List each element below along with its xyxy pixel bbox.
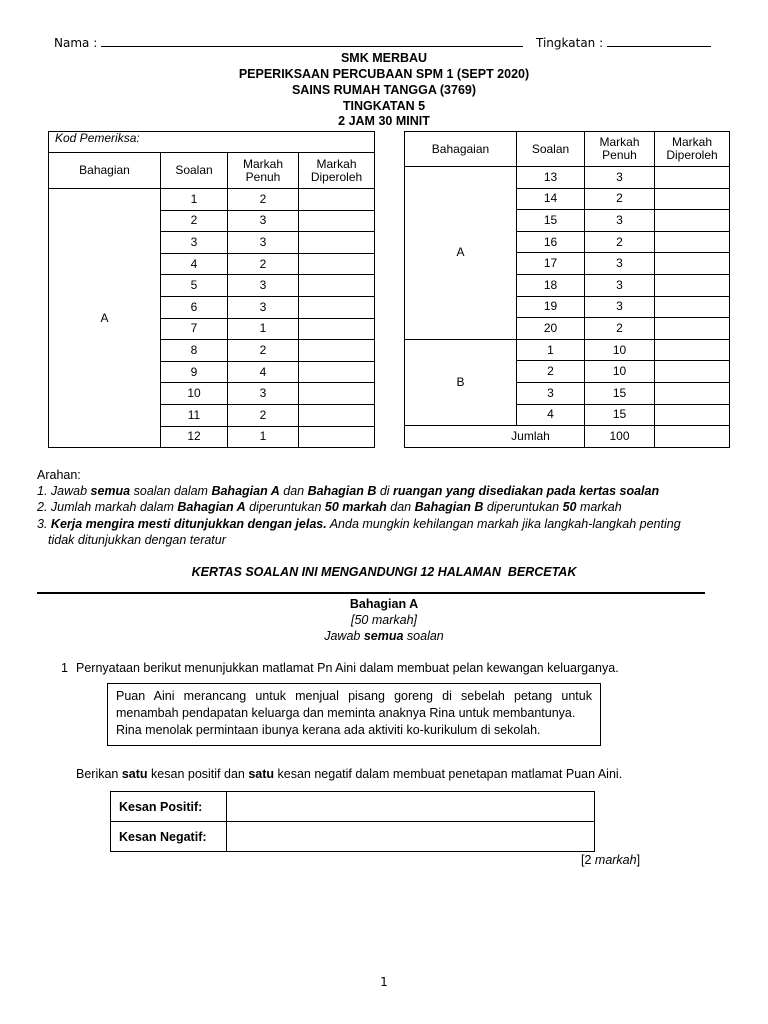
diperoleh-cell[interactable] (655, 253, 730, 275)
page-number: 1 (380, 975, 388, 989)
instr-number: 3. (37, 516, 48, 531)
soalan-cell: 3 (161, 232, 228, 254)
section-marks: [50 markah] (350, 613, 417, 627)
instr-bold: Bahagian B (307, 484, 377, 499)
instr-text: Anda mungkin kehilangan markah jika langkah-langkah penting (326, 516, 681, 531)
header-bahagian: Bahagian (49, 153, 161, 189)
markah-cell: 1 (228, 318, 299, 340)
question-stem: Pernyataan berikut menunjukkan matlamat Pn Aini dalam membuat pelan kewangan keluarganya. (76, 661, 619, 675)
section-instruction (0, 629, 768, 643)
soalan-cell: 19 (517, 296, 585, 318)
kesan-table (110, 791, 595, 852)
kesan-positif-label: Kesan Positif: (111, 792, 227, 822)
diperoleh-cell[interactable] (655, 231, 730, 253)
section-title: Bahagian A (349, 597, 419, 611)
task-bold: satu (248, 767, 275, 781)
soalan-cell: 15 (517, 210, 585, 232)
diperoleh-cell[interactable] (655, 167, 730, 189)
scenario-box (107, 683, 601, 746)
instr-text: markah (576, 500, 622, 515)
kesan-negatif-label: Kesan Negatif: (111, 822, 227, 852)
diperoleh-cell[interactable] (655, 188, 730, 210)
soalan-cell: 6 (161, 296, 228, 318)
soalan-cell: 10 (161, 383, 228, 405)
markah-cell: 10 (585, 361, 655, 383)
marks-text: ] (636, 853, 641, 867)
markah-cell: 3 (585, 253, 655, 275)
subject-title: SAINS RUMAH TANGGA (3769) (291, 83, 477, 97)
diperoleh-cell[interactable] (299, 296, 375, 318)
diperoleh-cell[interactable] (299, 253, 375, 275)
scenario-line-3: Rina menolak permintaan ibunya kerana ada aktiviti ko-kurikulum di sekolah. (116, 723, 541, 737)
section-a-cell: A (49, 189, 161, 448)
diperoleh-cell[interactable] (299, 189, 375, 211)
markah-cell: 2 (228, 340, 299, 362)
task-text: kesan negatif dalam membuat penetapan matlamat Puan Aini. (274, 767, 623, 781)
markah-cell: 10 (585, 339, 655, 361)
left-marks-table (48, 131, 375, 448)
nama-blank[interactable] (101, 35, 523, 47)
soalan-cell: 3 (517, 382, 585, 404)
instr-text: di (376, 484, 394, 499)
marks-word: markah (594, 853, 637, 867)
markah-cell: 15 (585, 382, 655, 404)
instr-text: diperuntukan (483, 500, 563, 515)
markah-cell: 3 (585, 167, 655, 189)
name-line (54, 35, 523, 50)
tingkatan-blank[interactable] (607, 35, 711, 47)
task-text: Berikan (76, 767, 122, 781)
instr-text: soalan dalam (130, 484, 212, 499)
question-marks (581, 853, 640, 867)
instr-text: Jawab (324, 629, 364, 643)
instruction-2 (37, 499, 737, 515)
diperoleh-cell[interactable] (299, 275, 375, 297)
instr-bold: semua (363, 629, 404, 643)
instr-text: diperuntukan (245, 500, 325, 515)
soalan-cell: 14 (517, 188, 585, 210)
soalan-cell: 2 (161, 210, 228, 232)
instruction-3-cont: tidak ditunjukkan dengan teratur (48, 532, 226, 547)
markah-cell: 3 (585, 210, 655, 232)
soalan-cell: 18 (517, 274, 585, 296)
jumlah-value: 100 (585, 426, 655, 448)
form-title: TINGKATAN 5 (342, 99, 426, 113)
jumlah-label: Jumlah (405, 426, 585, 448)
kesan-negatif-answer[interactable] (226, 822, 594, 852)
diperoleh-cell[interactable] (299, 383, 375, 405)
header-soalan: Soalan (161, 153, 228, 189)
markah-cell: 2 (228, 189, 299, 211)
task-bold: satu (121, 767, 148, 781)
diperoleh-cell[interactable] (655, 210, 730, 232)
diperoleh-cell[interactable] (655, 296, 730, 318)
soalan-cell: 17 (517, 253, 585, 275)
section-b-cell: B (405, 339, 517, 425)
instr-bold: 50 (562, 500, 577, 515)
instruction-3 (37, 516, 737, 532)
nama-label: Nama : (54, 36, 98, 50)
header-bahagaian: Bahagaian (405, 132, 517, 167)
soalan-cell: 8 (161, 340, 228, 362)
duration-title: 2 JAM 30 MINIT (338, 114, 430, 128)
instr-bold: Bahagian A (211, 484, 280, 499)
soalan-cell: 5 (161, 275, 228, 297)
right-marks-table (404, 131, 730, 448)
header-markah-penuh: Markah Penuh (585, 132, 655, 167)
instr-text: Jawab (50, 484, 91, 499)
soalan-cell: 12 (161, 426, 228, 448)
instruction-1 (37, 483, 737, 499)
jumlah-diperoleh[interactable] (655, 426, 730, 448)
markah-cell: 3 (228, 383, 299, 405)
diperoleh-cell[interactable] (299, 404, 375, 426)
soalan-cell: 20 (517, 318, 585, 340)
diperoleh-cell[interactable] (655, 404, 730, 426)
instr-bold: semua (90, 484, 131, 499)
header-markah-diperoleh: Markah Diperoleh (655, 132, 730, 167)
soalan-cell: 1 (161, 189, 228, 211)
instructions (37, 467, 737, 548)
section-a-cell: A (405, 167, 517, 340)
instr-number: 1. (37, 484, 48, 499)
scenario-line-1: Puan Aini merancang untuk menjual pisang goreng di sebelah petang untuk (116, 689, 592, 703)
instr-bold: Bahagian B (414, 500, 484, 515)
instr-bold: Bahagian A (177, 500, 246, 515)
kod-pemeriksa: Kod Pemeriksa: (49, 132, 375, 153)
header-markah-diperoleh: Markah Diperoleh (299, 153, 375, 189)
markah-cell: 4 (228, 361, 299, 383)
instr-bold: Kerja mengira mesti ditunjukkan dengan jelas. (50, 516, 327, 531)
pages-note: KERTAS SOALAN INI MENGANDUNGI 12 HALAMAN BERCETAK (191, 565, 577, 579)
diperoleh-cell[interactable] (655, 318, 730, 340)
diperoleh-cell[interactable] (299, 426, 375, 448)
soalan-cell: 4 (161, 253, 228, 275)
instr-text: Jumlah markah dalam (50, 500, 178, 515)
exam-title: PEPERIKSAAN PERCUBAAN SPM 1 (SEPT 2020) (238, 67, 530, 81)
kesan-positif-answer[interactable] (226, 792, 594, 822)
instr-text: dan (386, 500, 415, 515)
scenario-line-2: menambah pendapatan keluarga dan meminta anaknya Rina untuk membantunya. (116, 706, 576, 720)
soalan-cell: 9 (161, 361, 228, 383)
instr-text: dan (279, 484, 308, 499)
markah-cell: 15 (585, 404, 655, 426)
markah-cell: 3 (585, 296, 655, 318)
markah-cell: 3 (228, 296, 299, 318)
diperoleh-cell[interactable] (299, 318, 375, 340)
diperoleh-cell[interactable] (299, 232, 375, 254)
instr-bold: ruangan yang disediakan pada kertas soalan (393, 484, 660, 499)
task-text: kesan positif dan (147, 767, 249, 781)
soalan-cell: 16 (517, 231, 585, 253)
markah-cell: 3 (585, 274, 655, 296)
markah-cell: 2 (585, 231, 655, 253)
markah-cell: 3 (228, 232, 299, 254)
markah-cell: 3 (228, 275, 299, 297)
tingkatan-label: Tingkatan : (536, 36, 604, 50)
instr-number: 2. (37, 500, 48, 515)
diperoleh-cell[interactable] (655, 382, 730, 404)
question-number: 1 (61, 661, 68, 675)
soalan-cell: 13 (517, 167, 585, 189)
question-task (76, 767, 622, 781)
diperoleh-cell[interactable] (299, 361, 375, 383)
diperoleh-cell[interactable] (299, 340, 375, 362)
soalan-cell: 1 (517, 339, 585, 361)
instr-bold: 50 markah (324, 500, 387, 515)
soalan-cell: 4 (517, 404, 585, 426)
markah-cell: 2 (228, 253, 299, 275)
arahan-heading: Arahan: (37, 468, 81, 482)
divider (37, 592, 705, 594)
header-soalan: Soalan (517, 132, 585, 167)
markah-cell: 2 (585, 188, 655, 210)
header-markah-penuh: Markah Penuh (228, 153, 299, 189)
markah-cell: 3 (228, 210, 299, 232)
diperoleh-cell[interactable] (655, 339, 730, 361)
soalan-cell: 2 (517, 361, 585, 383)
markah-cell: 1 (228, 426, 299, 448)
marks-text: [2 (581, 853, 595, 867)
markah-cell: 2 (228, 404, 299, 426)
soalan-cell: 7 (161, 318, 228, 340)
soalan-cell: 11 (161, 404, 228, 426)
school-name: SMK MERBAU (340, 51, 428, 65)
diperoleh-cell[interactable] (655, 361, 730, 383)
markah-cell: 2 (585, 318, 655, 340)
diperoleh-cell[interactable] (299, 210, 375, 232)
tingkatan-line (536, 35, 711, 50)
instr-text: soalan (403, 629, 444, 643)
diperoleh-cell[interactable] (655, 274, 730, 296)
